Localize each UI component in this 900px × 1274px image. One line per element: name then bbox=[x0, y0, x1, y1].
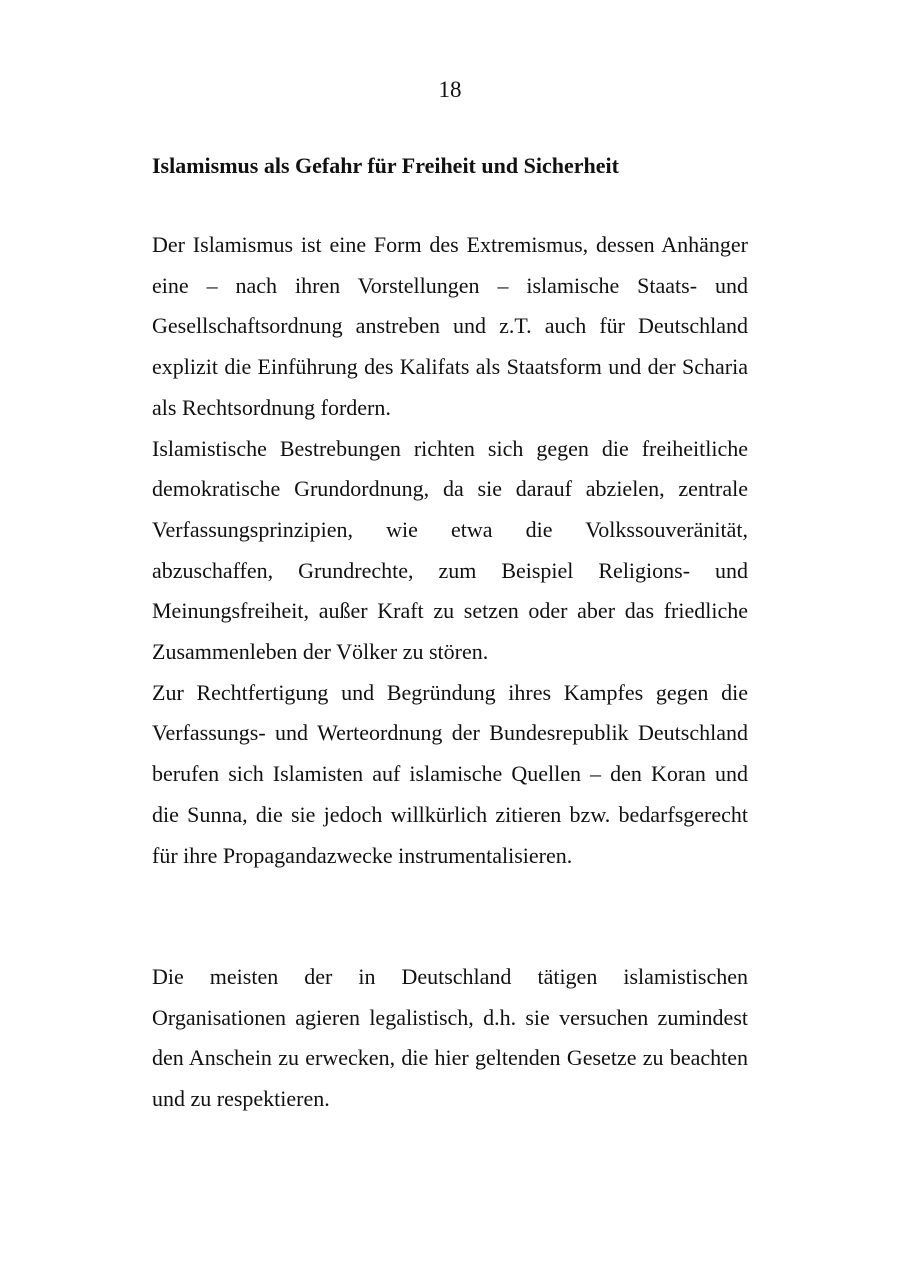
paragraph: Der Islamismus ist eine Form des Extremismus, dessen Anhänger eine – nach ihren Vorstellungen – islamische Staats- und Gesellschaftsordnung anstreben und z.T. auch für Deutschland explizit die Einführung des Kalifats als Staatsform und der Scharia als Rechtsordnung fordern. bbox=[152, 232, 748, 420]
page-number: 18 bbox=[438, 77, 462, 102]
section-heading: Islamismus als Gefahr für Freiheit und Sicherheit bbox=[152, 153, 619, 178]
text-block-secondary bbox=[152, 957, 748, 1120]
paragraph: Die meisten der in Deutschland tätigen islamistischen Organisationen agieren legalistisch, d.h. sie versuchen zumindest den Anschein zu erwecken, die hier geltenden Gesetze zu beachten und zu respektieren. bbox=[152, 964, 748, 1112]
paragraph: Islamistische Bestrebungen richten sich gegen die freiheitliche demokratische Grundordnung, da sie darauf abzielen, zentrale Verfassungsprinzipien, wie etwa die Volkssouveränität, abzuschaffen, Grundrechte, zum Beispiel Religions- und Meinungsfreiheit, außer Kraft zu setzen oder aber das friedliche Zusammenleben der Völker zu stören. bbox=[152, 435, 748, 665]
text-block-main bbox=[152, 225, 748, 876]
paragraph: Zur Rechtfertigung und Begründung ihres Kampfes gegen die Verfassungs- und Werteordnung der Bundesrepublik Deutschland berufen sich Islamisten auf islamische Quellen – den Koran und die Sunna, die sie jedoch willkürlich zitieren bzw. bedarfsgerecht für ihre Propagandazwecke instrumentalisieren. bbox=[152, 679, 748, 868]
